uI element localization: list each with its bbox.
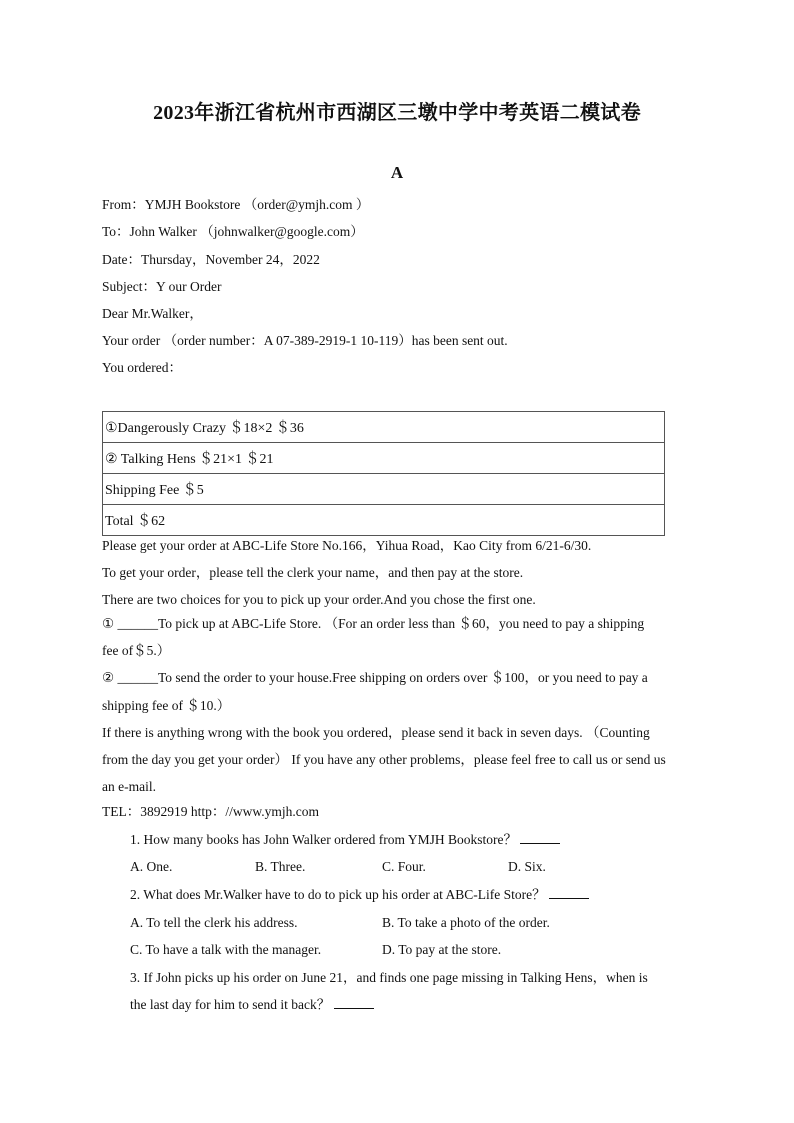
question-3-stem: the last day for him to send it back？ xyxy=(130,997,331,1012)
email-order-line: Your order （order number：A 07-389-2919-1 10-119）has been sent out. xyxy=(102,333,508,348)
question-1-option-c[interactable]: C. Four. xyxy=(382,859,426,874)
table-cell: ①Dangerously Crazy ＄18×2 ＄36 xyxy=(103,412,665,443)
return-policy-line-a: If there is anything wrong with the book you ordered，please send it back in seven days. （Counting xyxy=(102,725,650,740)
email-date: Date：Thursday，November 24，2022 xyxy=(102,252,320,267)
answer-blank[interactable] xyxy=(334,996,374,1009)
table-cell: Total ＄62 xyxy=(103,505,665,536)
table-row xyxy=(103,443,665,474)
answer-blank[interactable] xyxy=(520,831,560,844)
return-policy-line-c: an e-mail. xyxy=(102,779,156,794)
table-cell: Shipping Fee ＄5 xyxy=(103,474,665,505)
section-label: A xyxy=(390,163,404,182)
choice-two-line-b: shipping fee of ＄10.） xyxy=(102,698,231,713)
table-row xyxy=(103,505,665,536)
contact-line: TEL：3892919 http：//www.ymjh.com xyxy=(102,804,319,819)
question-1-stem: 1. How many books has John Walker ordered from YMJH Bookstore？ xyxy=(130,832,517,847)
question-3-line-a: 3. If John picks up his order on June 21，and finds one page missing in Talking Hens，when is xyxy=(130,970,648,985)
page-title: 2023年浙江省杭州市西湖区三墩中学中考英语二模试卷 xyxy=(153,102,641,124)
email-from: From：YMJH Bookstore （order@ymjh.com ） xyxy=(102,197,370,212)
email-to: To：John Walker （johnwalker@google.com） xyxy=(102,224,364,239)
email-subject: Subject：Y our Order xyxy=(102,279,222,294)
email-ordered-label: You ordered： xyxy=(102,360,182,375)
table-row xyxy=(103,474,665,505)
question-2-stem: 2. What does Mr.Walker have to do to pick up his order at ABC-Life Store？ xyxy=(130,887,546,902)
question-1 xyxy=(130,831,560,849)
choices-intro-text: There are two choices for you to pick up your order.And you chose the first one. xyxy=(102,592,536,607)
table-cell: ② Talking Hens ＄21×1 ＄21 xyxy=(103,443,665,474)
question-2-option-c[interactable]: C. To have a talk with the manager. xyxy=(130,942,322,957)
question-1-option-d[interactable]: D. Six. xyxy=(508,859,546,874)
question-1-option-b[interactable]: B. Three. xyxy=(255,859,306,874)
choice-two-line-a: ② ______To send the order to your house.Free shipping on orders over ＄100，or you need to pay a xyxy=(102,670,648,685)
table-row xyxy=(103,412,665,443)
answer-blank[interactable] xyxy=(549,886,589,899)
choice-one-line-b: fee of＄5.） xyxy=(102,643,171,658)
order-table xyxy=(102,411,665,536)
question-2-option-b[interactable]: B. To take a photo of the order. xyxy=(382,915,550,930)
pickup-instructions-text: To get your order，please tell the clerk your name，and then pay at the store. xyxy=(102,565,524,580)
question-3-line-b xyxy=(130,996,374,1014)
email-greeting: Dear Mr.Walker， xyxy=(102,306,203,321)
question-2-option-a[interactable]: A. To tell the clerk his address. xyxy=(130,915,298,930)
question-1-option-a[interactable]: A. One. xyxy=(130,859,173,874)
choice-one-line-a: ① ______To pick up at ABC-Life Store. （For an order less than ＄60，you need to pay a shipping xyxy=(102,616,645,631)
return-policy-line-b: from the day you get your order） If you have any other problems，please feel free to call us or send us xyxy=(102,752,666,767)
pickup-location-text: Please get your order at ABC-Life Store No.166，Yihua Road，Kao City from 6/21-6/30. xyxy=(102,538,592,553)
question-2-option-d[interactable]: D. To pay at the store. xyxy=(382,942,502,957)
question-2 xyxy=(130,886,589,904)
